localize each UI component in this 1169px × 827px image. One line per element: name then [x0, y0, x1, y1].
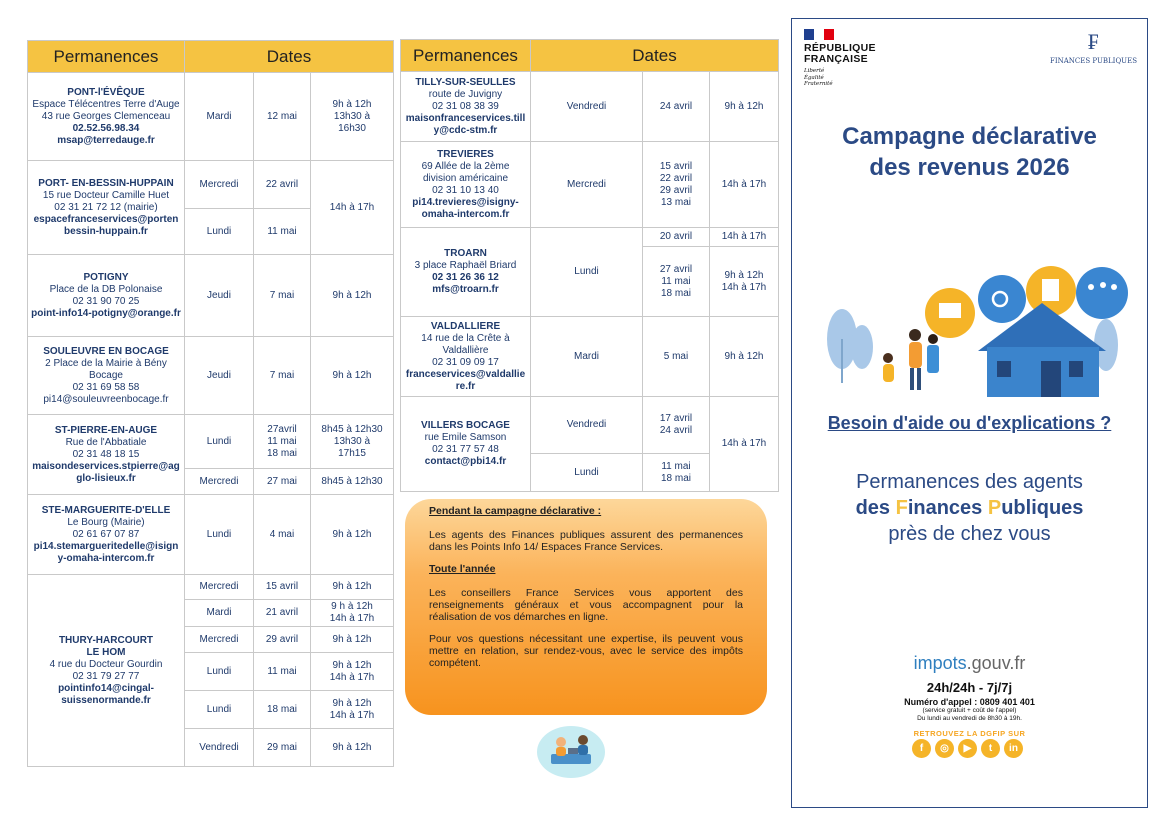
day-cell: Lundi	[185, 495, 254, 575]
permanence-location	[28, 161, 185, 255]
permanences-line-2b: inances	[907, 497, 988, 519]
location-name: POTIGNY	[83, 271, 129, 283]
hours-cell: 14h à 17h	[710, 228, 779, 247]
rf-motto-3: Fraternité	[804, 81, 833, 87]
instagram-icon[interactable]: ◎	[935, 739, 954, 758]
location-detail: Espace Télécentres Terre d'Auge	[32, 98, 180, 110]
dgfip-social-label: RETROUVEZ LA DGFIP SUR	[913, 729, 1026, 738]
location-name: VALDALLIERE	[430, 320, 501, 332]
location-detail: LE HOM	[86, 646, 126, 658]
table-row	[401, 228, 779, 247]
location-detail: 02.52.56.98.34	[72, 122, 140, 134]
day-cell: Mardi	[185, 600, 254, 627]
date-cell: 27 mai	[254, 469, 311, 495]
rf-line-2: FRANÇAISE	[804, 53, 868, 65]
linkedin-icon[interactable]: in	[1004, 739, 1023, 758]
campaign-title	[792, 121, 1147, 183]
permanences-line-3: près de chez vous	[888, 523, 1051, 545]
table-row	[28, 161, 394, 209]
table-row	[28, 255, 394, 337]
rf-line-1: RÉPUBLIQUE	[804, 42, 876, 54]
date-cell: 11 mai	[254, 209, 311, 255]
date-cell: 29 mai	[254, 729, 311, 767]
social-links	[912, 739, 1023, 758]
phone-details	[792, 707, 1147, 723]
table-row	[28, 495, 394, 575]
bubble-text-campaign: Les agents des Finances publiques assurent des permanences dans les Points Info 14/ Espaces France Services.	[429, 529, 743, 553]
location-detail: rue Emile Samson	[424, 432, 507, 443]
bubble-text-expertise: Pour vos questions nécessitant une expertise, ils peuvent vous mettre en relation, sur rendez-vous, avec le service des impôts compétent.	[429, 633, 743, 669]
location-name: ST-PIERRE-EN-AUGE	[54, 424, 158, 436]
day-cell: Mardi	[531, 317, 643, 397]
date-cell: 24 avril	[643, 72, 710, 142]
location-detail: route de Juvigny	[428, 88, 503, 100]
table-row	[28, 337, 394, 415]
hours-cell: 14h à 17h	[710, 397, 779, 492]
date-cell: 27avril 11 mai 18 mai	[254, 415, 311, 469]
impots-site-b: .gouv.fr	[966, 653, 1026, 673]
location-detail: 3 place Raphaël Briard	[414, 260, 517, 271]
date-cell: 7 mai	[254, 255, 311, 337]
permanences-line-1: Permanences des agents	[856, 471, 1083, 493]
location-detail: Rue de l'Abbatiale	[65, 436, 147, 448]
location-detail[interactable]: point-info14-potigny@orange.fr	[31, 307, 181, 319]
rf-motto-2: Égalité	[804, 74, 824, 81]
day-cell: Lundi	[531, 228, 643, 317]
bubble-text-advisors: Les conseillers France Services vous apportent des renseignements généraux et vous accompagnent pour la réalisation de vos démarches en ligne.	[429, 587, 743, 623]
location-detail: 02 31 90 70 25	[72, 295, 140, 307]
impots-site-a: impots	[913, 653, 967, 673]
campaign-title-line-1: Campagne déclarative	[842, 123, 1097, 150]
permanence-location	[401, 397, 531, 492]
day-cell: Lundi	[185, 653, 254, 691]
location-detail: 02 31 79 27 77	[72, 670, 140, 682]
hours-cell: 8h45 à 12h30 13h30 à 17h15	[311, 415, 394, 469]
permanences-header: Permanences	[28, 41, 185, 73]
hours-cell: 9h à 12h	[311, 729, 394, 767]
location-detail: 02 31 48 18 15	[72, 448, 140, 460]
location-detail: 02 31 21 72 12 (mairie)	[54, 201, 158, 213]
day-cell: Vendredi	[185, 729, 254, 767]
permanence-location	[401, 142, 531, 228]
date-cell: 29 avril	[254, 627, 311, 653]
permanences-line-2a: des	[855, 497, 896, 519]
location-name: TROARN	[444, 248, 487, 259]
location-name: PONT-l'ÉVÊQUE	[67, 86, 145, 98]
facebook-icon[interactable]: f	[912, 739, 931, 758]
day-cell: Lundi	[185, 415, 254, 469]
location-detail: 14 rue de la Crête à Valdallière	[421, 332, 510, 356]
hours-cell: 9h à 12h	[710, 317, 779, 397]
location-detail: 02 31 77 57 48	[432, 444, 499, 455]
location-detail: 43 rue Georges Clemenceau	[41, 110, 171, 122]
dates-header: Dates	[531, 40, 779, 72]
table-row	[28, 73, 394, 161]
location-detail[interactable]: pi14.stemargueritedelle@isigny-omaha-intercom.fr	[33, 540, 179, 564]
date-cell: 22 avril	[254, 161, 311, 209]
date-cell: 11 mai	[254, 653, 311, 691]
phone-cost-note: (service gratuit + coût de l'appel)	[922, 707, 1017, 714]
location-detail[interactable]: franceservices@valdalliere.fr	[405, 368, 526, 392]
cover-panel	[791, 18, 1148, 808]
impots-website[interactable]	[792, 653, 1147, 674]
day-cell: Mercredi	[531, 142, 643, 228]
location-detail: 2 Place de la Mairie à Bény Bocage	[45, 357, 167, 381]
location-detail: 02 31 08 38 39	[432, 100, 499, 112]
hours-cell: 9h à 12h 14h à 17h	[311, 653, 394, 691]
date-cell: 11 mai 18 mai	[643, 454, 710, 492]
date-cell: 15 avril	[254, 575, 311, 600]
bubble-heading-campaign: Pendant la campagne déclarative :	[429, 505, 602, 517]
day-cell: Jeudi	[185, 337, 254, 415]
day-cell: Mercredi	[185, 469, 254, 495]
help-heading: Besoin d'aide ou d'explications ?	[827, 413, 1112, 433]
rf-motto-1: Liberté	[804, 68, 825, 74]
hours-cell: 9h à 12h 14h à 17h	[710, 247, 779, 317]
location-detail[interactable]: pi14.trevieres@isigny-omaha-intercom.fr	[412, 196, 519, 220]
dates-header: Dates	[185, 41, 394, 73]
location-detail: 02 31 26 36 12	[432, 272, 499, 283]
location-name: TILLY-SUR-SEULLES	[415, 76, 516, 88]
hours-cell: 9h à 12h	[311, 575, 394, 600]
twitter-icon[interactable]: t	[981, 739, 1000, 758]
hours-cell: 9h à 12h 14h à 17h	[311, 691, 394, 729]
location-name: STE-MARGUERITE-D'ELLE	[41, 504, 171, 516]
location-detail: Place de la DB Polonaise	[49, 283, 163, 295]
permanence-location	[28, 255, 185, 337]
date-cell: 27 avril 11 mai 18 mai	[643, 247, 710, 317]
hours-cell: 9h à 12h	[311, 337, 394, 415]
location-detail: 69 Allée de la 2ème division américaine	[421, 160, 510, 184]
day-cell: Vendredi	[531, 72, 643, 142]
permanence-location	[401, 228, 531, 317]
location-detail[interactable]: msap@terredauge.fr	[57, 134, 155, 146]
meeting-illustration	[535, 718, 607, 780]
day-cell: Vendredi	[531, 397, 643, 454]
date-cell: 18 mai	[254, 691, 311, 729]
location-detail: 4 rue du Docteur Gourdin	[49, 658, 163, 670]
location-name: TREVIERES	[437, 148, 494, 160]
permanence-location	[28, 73, 185, 161]
table-row	[28, 575, 394, 600]
family-house-illustration	[820, 263, 1130, 403]
day-cell: Jeudi	[185, 255, 254, 337]
location-detail: 02 31 10 13 40	[432, 184, 499, 196]
campaign-title-line-2: des revenus 2026	[869, 154, 1070, 181]
permanence-location	[401, 317, 531, 397]
date-cell: 21 avril	[254, 600, 311, 627]
availability-hours: 24h/24h - 7j/7j	[926, 680, 1013, 695]
permanences-line-2-p: P	[987, 497, 1002, 519]
permanence-location	[28, 415, 185, 495]
hours-cell: 9h à 12h	[311, 627, 394, 653]
left-permanences-table	[27, 40, 394, 767]
day-cell: Mardi	[185, 73, 254, 161]
location-name: THURY-HARCOURT	[58, 634, 154, 646]
date-cell: 7 mai	[254, 337, 311, 415]
permanence-location	[28, 337, 185, 415]
location-detail: 02 31 09 09 17	[432, 356, 499, 368]
permanences-subtitle	[792, 469, 1147, 547]
fp-monogram-icon: ₣	[1087, 30, 1099, 55]
permanence-location	[28, 495, 185, 575]
location-detail[interactable]: maisondeservices.stpierre@agglo-lisieux.fr	[32, 460, 180, 484]
day-cell: Lundi	[531, 454, 643, 492]
date-cell: 5 mai	[643, 317, 710, 397]
location-detail: Le Bourg (Mairie)	[67, 516, 145, 528]
hours-cell: 9h à 12h	[710, 72, 779, 142]
location-name: VILLERS BOCAGE	[421, 420, 510, 431]
youtube-icon[interactable]: ▶	[958, 739, 977, 758]
day-cell: Mercredi	[185, 575, 254, 600]
date-cell: 20 avril	[643, 228, 710, 247]
bubble-heading-year: Toute l'année	[429, 563, 496, 575]
location-detail[interactable]: mfs@troarn.fr	[432, 284, 499, 295]
location-detail[interactable]: espacefranceservices@portenbessin-huppain.fr	[33, 213, 179, 237]
location-name: PORT- EN-BESSIN-HUPPAIN	[38, 177, 174, 189]
permanence-location	[401, 72, 531, 142]
date-cell: 12 mai	[254, 73, 311, 161]
hours-cell: 9 h à 12h 14h à 17h	[311, 600, 394, 627]
location-detail[interactable]: pi14@souleuvreenbocage.fr	[43, 393, 169, 405]
date-cell: 15 avril 22 avril 29 avril 13 mai	[643, 142, 710, 228]
location-detail: 15 rue Docteur Camille Huet	[42, 189, 170, 201]
day-cell: Lundi	[185, 691, 254, 729]
republique-francaise-logo	[804, 29, 876, 88]
hours-cell: 14h à 17h	[710, 142, 779, 228]
table-row	[28, 415, 394, 469]
location-detail[interactable]: pointinfo14@cingal-suissenormande.fr	[58, 682, 154, 706]
fp-label: FINANCES PUBLIQUES	[1049, 57, 1137, 65]
date-cell: 17 avril 24 avril	[643, 397, 710, 454]
hours-cell: 9h à 12h	[311, 495, 394, 575]
permanence-location	[28, 575, 185, 767]
table-row	[401, 72, 779, 142]
table-row	[401, 142, 779, 228]
finances-publiques-logo	[1050, 31, 1137, 65]
location-detail[interactable]: maisonfranceservices.tilly@cdc-stm.fr	[405, 112, 526, 136]
permanences-line-2c: ubliques	[1001, 497, 1084, 519]
day-cell: Mercredi	[185, 627, 254, 653]
hours-cell: 9h à 12h	[311, 255, 394, 337]
location-name: SOULEUVRE EN BOCAGE	[43, 345, 169, 357]
location-detail: 02 31 69 58 58	[72, 381, 140, 393]
hours-cell: 8h45 à 12h30	[311, 469, 394, 495]
french-flag-icon	[804, 29, 834, 40]
location-detail[interactable]: contact@pbi14.fr	[424, 456, 507, 467]
phone-number: Numéro d'appel : 0809 401 401	[904, 697, 1035, 707]
day-cell: Lundi	[185, 209, 254, 255]
day-cell: Mercredi	[185, 161, 254, 209]
table-row	[401, 317, 779, 397]
permanences-header: Permanences	[401, 40, 531, 72]
info-bubble	[405, 499, 767, 715]
permanences-line-2-f: F	[895, 497, 908, 519]
location-detail: 02 61 67 07 87	[72, 528, 140, 540]
phone-hours-note: Du lundi au vendredi de 8h30 à 19h.	[917, 715, 1022, 722]
date-cell: 4 mai	[254, 495, 311, 575]
hours-cell: 14h à 17h	[311, 161, 394, 255]
hours-cell: 9h à 12h 13h30 à 16h30	[311, 73, 394, 161]
middle-permanences-table	[400, 39, 779, 492]
table-row	[401, 397, 779, 454]
